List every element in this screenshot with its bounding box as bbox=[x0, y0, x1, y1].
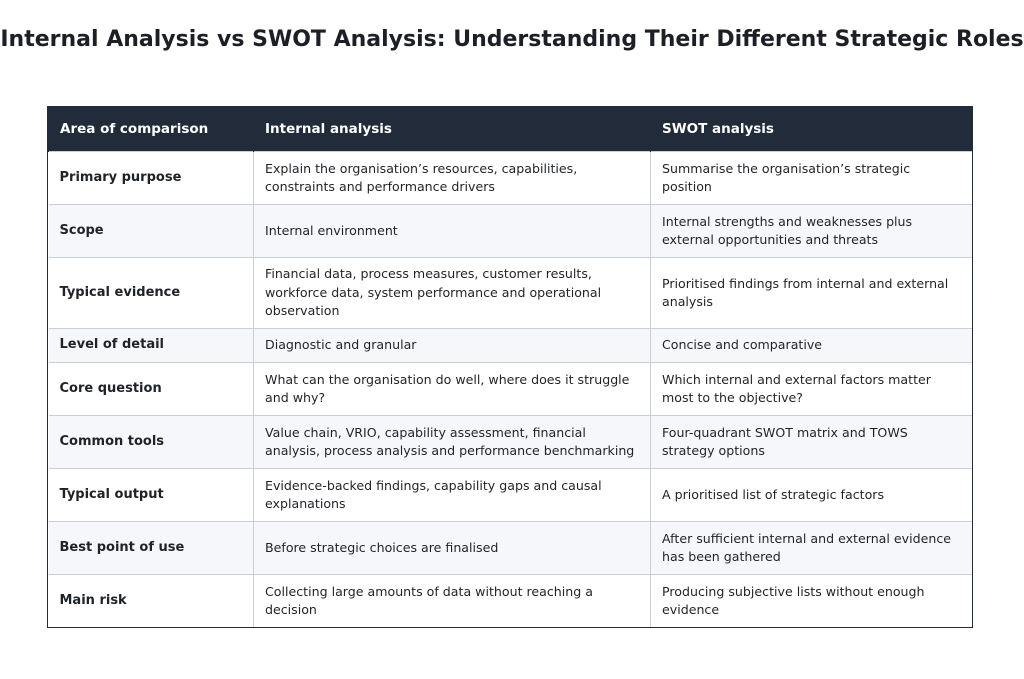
internal-cell: Before strategic choices are finalised bbox=[254, 522, 651, 575]
internal-cell: Evidence-backed findings, capability gaps and causal explanations bbox=[254, 469, 651, 522]
table-row bbox=[49, 329, 973, 363]
row-label: Typical evidence bbox=[49, 258, 254, 329]
swot-cell: Internal strengths and weaknesses plus external opportunities and threats bbox=[651, 205, 973, 258]
internal-cell: Collecting large amounts of data without reaching a decision bbox=[254, 575, 651, 628]
swot-cell: Concise and comparative bbox=[651, 329, 973, 363]
column-header-internal: Internal analysis bbox=[254, 107, 651, 152]
table-row bbox=[49, 363, 973, 416]
row-label: Scope bbox=[49, 205, 254, 258]
row-label: Best point of use bbox=[49, 522, 254, 575]
table-row bbox=[49, 575, 973, 628]
row-label: Level of detail bbox=[49, 329, 254, 363]
table-row bbox=[49, 469, 973, 522]
swot-cell: After sufficient internal and external evidence has been gathered bbox=[651, 522, 973, 575]
column-header-area: Area of comparison bbox=[49, 107, 254, 152]
internal-cell: Explain the organisation’s resources, capabilities, constraints and performance drivers bbox=[254, 152, 651, 205]
table-header-row bbox=[49, 107, 973, 152]
swot-cell: Which internal and external factors matter most to the objective? bbox=[651, 363, 973, 416]
table-row bbox=[49, 258, 973, 329]
swot-cell: Four-quadrant SWOT matrix and TOWS strategy options bbox=[651, 416, 973, 469]
row-label: Primary purpose bbox=[49, 152, 254, 205]
table-row bbox=[49, 416, 973, 469]
internal-cell: Financial data, process measures, customer results, workforce data, system performance and operational observation bbox=[254, 258, 651, 329]
comparison-table bbox=[48, 107, 972, 627]
internal-cell: Value chain, VRIO, capability assessment, financial analysis, process analysis and performance benchmarking bbox=[254, 416, 651, 469]
row-label: Main risk bbox=[49, 575, 254, 628]
internal-cell: Diagnostic and granular bbox=[254, 329, 651, 363]
table-row bbox=[49, 522, 973, 575]
swot-cell: Prioritised findings from internal and external analysis bbox=[651, 258, 973, 329]
internal-cell: Internal environment bbox=[254, 205, 651, 258]
comparison-table-container bbox=[47, 106, 973, 628]
table-row bbox=[49, 152, 973, 205]
internal-cell: What can the organisation do well, where does it struggle and why? bbox=[254, 363, 651, 416]
row-label: Core question bbox=[49, 363, 254, 416]
swot-cell: Producing subjective lists without enough evidence bbox=[651, 575, 973, 628]
swot-cell: Summarise the organisation’s strategic position bbox=[651, 152, 973, 205]
page-title: Internal Analysis vs SWOT Analysis: Understanding Their Different Strategic Roles bbox=[0, 27, 1024, 52]
swot-cell: A prioritised list of strategic factors bbox=[651, 469, 973, 522]
row-label: Typical output bbox=[49, 469, 254, 522]
table-row bbox=[49, 205, 973, 258]
column-header-swot: SWOT analysis bbox=[651, 107, 973, 152]
row-label: Common tools bbox=[49, 416, 254, 469]
